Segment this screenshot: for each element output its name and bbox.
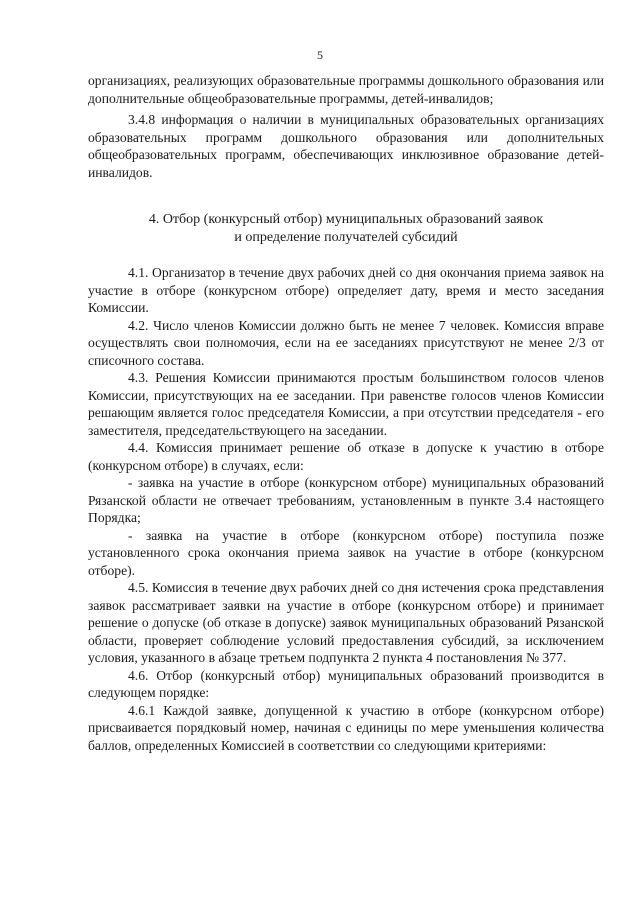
paragraph-4-5: 4.5. Комиссия в течение двух рабочих дней со дня истечения срока представления заявок рассматривает заявки на участие в отборе (конкурсном отборе) и принимает решение о допуске (об отказе в допуске) заявок муниципальных образований Рязанской области, проверяет соблюдение условий предоставления субсидий, за исключением условия, указанного в абзаце третьем подпункта 2 пункта 4 постановления № 377.	[88, 580, 604, 665]
paragraph-4-4-item-1: - заявка на участие в отборе (конкурсном отборе) муниципальных образований Рязанской области не отвечает требованиям, установленным в пункте 3.4 настоящего Порядка;	[88, 475, 604, 525]
paragraph-4-4-item-2: - заявка на участие в отборе (конкурсном отборе) поступила позже установленного срока окончания приема заявок на участие в отборе (конкурсном отборе).	[88, 527, 604, 578]
section-heading-line-1: 4. Отбор (конкурсный отбор) муниципальных образований заявок	[148, 212, 544, 227]
paragraph-4-6-1: 4.6.1 Каждой заявке, допущенной к участию в отборе (конкурсном отборе) присваивается порядковый номер, начиная с единицы по мере уменьшения количества баллов, определенных Комиссией в соответствии со следующими критериями:	[88, 702, 604, 753]
paragraph-4-4: 4.4. Комиссия принимает решение об отказе в допуске к участию в отборе (конкурсном отборе) в случаях, если:	[88, 440, 604, 473]
paragraph-4-2: 4.2. Число членов Комиссии должно быть не менее 7 человек. Комиссия вправе осуществлять свои полномочия, если на ее заседаниях присутствуют не менее 2/3 от списочного состава.	[88, 317, 604, 368]
document-body	[88, 72, 604, 754]
paragraph-4-1: 4.1. Организатор в течение двух рабочих дней со дня окончания приема заявок на участие в отборе (конкурсном отборе) определяет дату, время и место заседания Комиссии.	[88, 265, 604, 315]
section-heading	[88, 211, 604, 246]
section-heading-line-2: и определение получателей субсидий	[234, 229, 458, 245]
paragraph-4-3: 4.3. Решения Комиссии принимаются простым большинством голосов членов Комиссии, присутствующих на ее заседании. При равенстве голосов членов Комиссии решающим является голос председателя Комиссии, а при отсутствии председателя - его заместителя, председательствующего на заседании.	[88, 370, 604, 438]
paragraph-3-4-8: 3.4.8 информация о наличии в муниципальных образовательных организациях образовательных программ дошкольного образования или дополнительных общеобразовательных программ, обеспечивающих инклюзивное образование детей-инвалидов.	[88, 112, 604, 180]
paragraph-continuation: организациях, реализующих образовательные программы дошкольного образования или дополнительные общеобразовательные программы, детей-инвалидов;	[88, 73, 604, 106]
paragraph-4-6: 4.6. Отбор (конкурсный отбор) муниципальных образований производится в следующем порядке:	[88, 667, 604, 700]
page-number: 5	[317, 48, 323, 62]
